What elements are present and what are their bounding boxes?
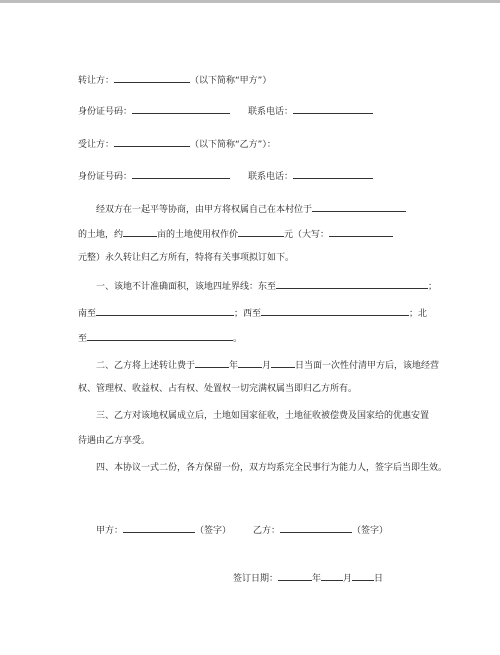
clause-3-line-2 — [78, 435, 150, 447]
west-label: ；西至 — [234, 309, 262, 319]
north-boundary-blank[interactable] — [87, 331, 233, 341]
transferor-line — [78, 73, 271, 85]
party-a-signature-blank[interactable] — [123, 523, 195, 533]
pay-year-label: 年 — [229, 361, 239, 371]
transferee-label: 受让方： — [78, 140, 115, 150]
party-b-id-label: 身份证号码： — [78, 172, 133, 182]
transferor-alias-note: （以下简称“甲方”） — [190, 76, 272, 86]
preamble-text-1: 经双方在一起平等协商，由甲方将权属自己在本村位于 — [96, 205, 313, 215]
sign-year-blank[interactable] — [278, 571, 312, 581]
transferee-name-blank[interactable] — [114, 137, 190, 147]
party-b-signature-blank[interactable] — [280, 523, 352, 533]
clause-1-line-3 — [78, 331, 242, 343]
signature-line — [96, 523, 388, 535]
clause-2-text-b: 日当面一次性付清甲方后，该地经营 — [295, 361, 440, 371]
sign-month-blank[interactable] — [321, 571, 343, 581]
preamble-text-3: 元整）永久转让归乙方所有，特将有关事项拟订如下。 — [78, 253, 295, 263]
pay-month-blank[interactable] — [238, 358, 262, 368]
party-b-sign-label: 乙方： — [253, 526, 281, 536]
transferor-label: 转让方： — [78, 76, 115, 86]
party-a-phone-label: 联系电话： — [248, 107, 294, 117]
west-boundary-blank[interactable] — [261, 306, 409, 316]
clause-3-line-1 — [96, 410, 429, 422]
clause-3-text-1: 三、乙方对该地权属成立后，土地如国家征收，土地征收被偿费及国家给的优惠安置 — [96, 411, 430, 421]
pay-day-blank[interactable] — [271, 358, 295, 368]
clause-1-line-2 — [78, 306, 427, 318]
party-a-id-line — [78, 104, 373, 116]
preamble-text-2a: 的土地，约 — [78, 230, 124, 240]
preamble-line-2 — [78, 227, 393, 239]
party-a-id-label: 身份证号码： — [78, 107, 133, 117]
clause-4-line-1 — [96, 462, 447, 474]
party-b-sign-note: （签字） — [352, 526, 389, 536]
land-area-blank[interactable] — [123, 227, 157, 237]
preamble-line-1 — [96, 202, 406, 214]
preamble-text-2b: 亩的土地使用权作价 — [157, 230, 239, 240]
sign-date-label: 签订日期： — [233, 574, 279, 584]
clause-2-text-a: 二、乙方将上述转让费于 — [96, 361, 196, 371]
preamble-line-3 — [78, 252, 294, 264]
price-blank[interactable] — [238, 227, 284, 237]
east-boundary-blank[interactable] — [276, 279, 428, 289]
party-a-sign-label: 甲方： — [96, 526, 124, 536]
preamble-text-2c: 元（大写： — [284, 230, 330, 240]
clause-2-text-2: 权、管理权、收益权、占有权、处置权一切完满权属当即归乙方所有。 — [78, 384, 358, 394]
transferor-name-blank[interactable] — [114, 73, 190, 83]
north-label-2: 至 — [78, 334, 88, 344]
clause-1-period: 。 — [233, 334, 243, 344]
clause-4-text: 四、本协议一式二份，各方保留一份，双方均系完全民事行为能力人，签字后当即生效。 — [96, 463, 448, 473]
south-label: 南至 — [78, 309, 97, 319]
price-capital-blank[interactable] — [329, 227, 393, 237]
clause-3-text-2: 待遇由乙方享受。 — [78, 436, 151, 446]
party-a-phone-blank[interactable] — [293, 104, 373, 114]
clause-1-text: 一、该地不计准确面积，该地四址界线：东至 — [96, 282, 277, 292]
clause-2-line-1 — [96, 358, 439, 370]
transferee-line — [78, 137, 276, 149]
party-b-phone-blank[interactable] — [293, 169, 373, 179]
party-b-id-line — [78, 169, 373, 181]
sign-day-blank[interactable] — [352, 571, 374, 581]
sign-day-label: 日 — [374, 574, 384, 584]
clause-1-line-1: 一、该地不计准确面积，该地四址界线：东至 ； — [96, 279, 437, 291]
sign-year-label: 年 — [312, 574, 322, 584]
party-a-id-blank[interactable] — [132, 104, 230, 114]
party-a-sign-note: （签字） — [195, 526, 232, 536]
party-b-phone-label: 联系电话： — [248, 172, 294, 182]
land-location-blank[interactable] — [312, 202, 406, 212]
south-boundary-blank[interactable] — [96, 306, 234, 316]
sign-date-line — [233, 571, 383, 583]
sign-month-label: 月 — [343, 574, 353, 584]
clause-2-line-2 — [78, 383, 357, 395]
pay-month-label: 月 — [262, 361, 272, 371]
transferee-alias-note: （以下简称“乙方”）： — [190, 140, 276, 150]
pay-year-blank[interactable] — [195, 358, 229, 368]
party-b-id-blank[interactable] — [132, 169, 230, 179]
north-label: ；北 — [409, 309, 428, 319]
